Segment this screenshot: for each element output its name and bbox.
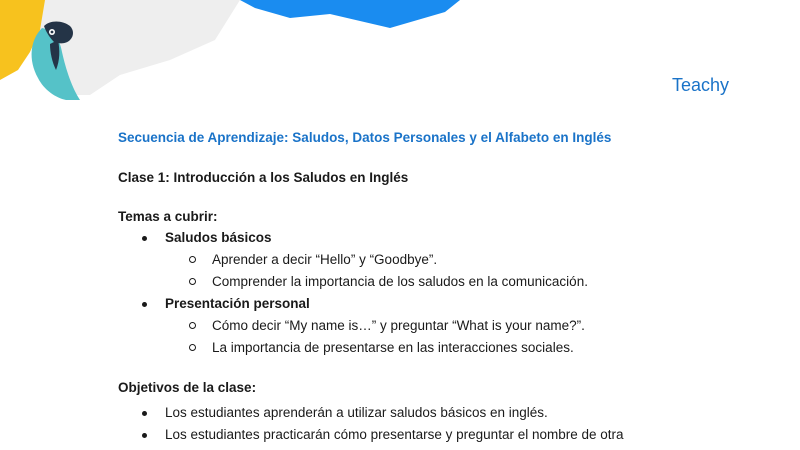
subtopic-list	[118, 249, 738, 293]
bullet-dot	[142, 302, 147, 307]
bullet-dot	[142, 236, 147, 241]
document-title: Secuencia de Aprendizaje: Saludos, Datos Personales y el Alfabeto en Inglés	[118, 130, 612, 145]
subtopic-list	[118, 315, 738, 359]
bullet-dot	[142, 411, 147, 416]
topic-label: Presentación personal	[165, 296, 310, 311]
subtopic-item	[118, 337, 738, 359]
objectives-list	[118, 402, 738, 446]
bullet-ring	[189, 278, 196, 285]
objective-text: Los estudiantes aprenderán a utilizar saludos básicos en inglés.	[165, 405, 548, 420]
bullet-ring	[189, 322, 196, 329]
topic-item	[118, 227, 738, 293]
bullet-ring	[189, 344, 196, 351]
objective-item	[118, 424, 738, 446]
bullet-ring	[189, 256, 196, 263]
document-body	[118, 128, 738, 446]
topic-item	[118, 293, 738, 359]
subtopic-text: Aprender a decir “Hello” y “Goodbye”.	[212, 252, 438, 267]
brand-wordmark: Teachy	[671, 75, 729, 95]
bullet-dot	[142, 433, 147, 438]
subtopic-item	[118, 271, 738, 293]
subtopic-text: Cómo decir “My name is…” y preguntar “What is your name?”.	[212, 318, 585, 333]
topics-list	[118, 227, 738, 359]
subtopic-text: La importancia de presentarse en las interacciones sociales.	[212, 340, 574, 355]
objectives-label: Objetivos de la clase:	[118, 380, 257, 395]
subtopic-text: Comprender la importancia de los saludos en la comunicación.	[212, 274, 588, 289]
subtopic-item	[118, 249, 738, 271]
objective-item	[118, 402, 738, 424]
topic-label: Saludos básicos	[165, 230, 272, 245]
subtopic-item	[118, 315, 738, 337]
header-blue-shape	[240, 0, 460, 28]
objective-text: Los estudiantes practicarán cómo presentarse y preguntar el nombre de otra	[165, 427, 624, 442]
class-title: Clase 1: Introducción a los Saludos en Inglés	[118, 170, 409, 185]
topics-label: Temas a cubrir:	[118, 209, 218, 224]
